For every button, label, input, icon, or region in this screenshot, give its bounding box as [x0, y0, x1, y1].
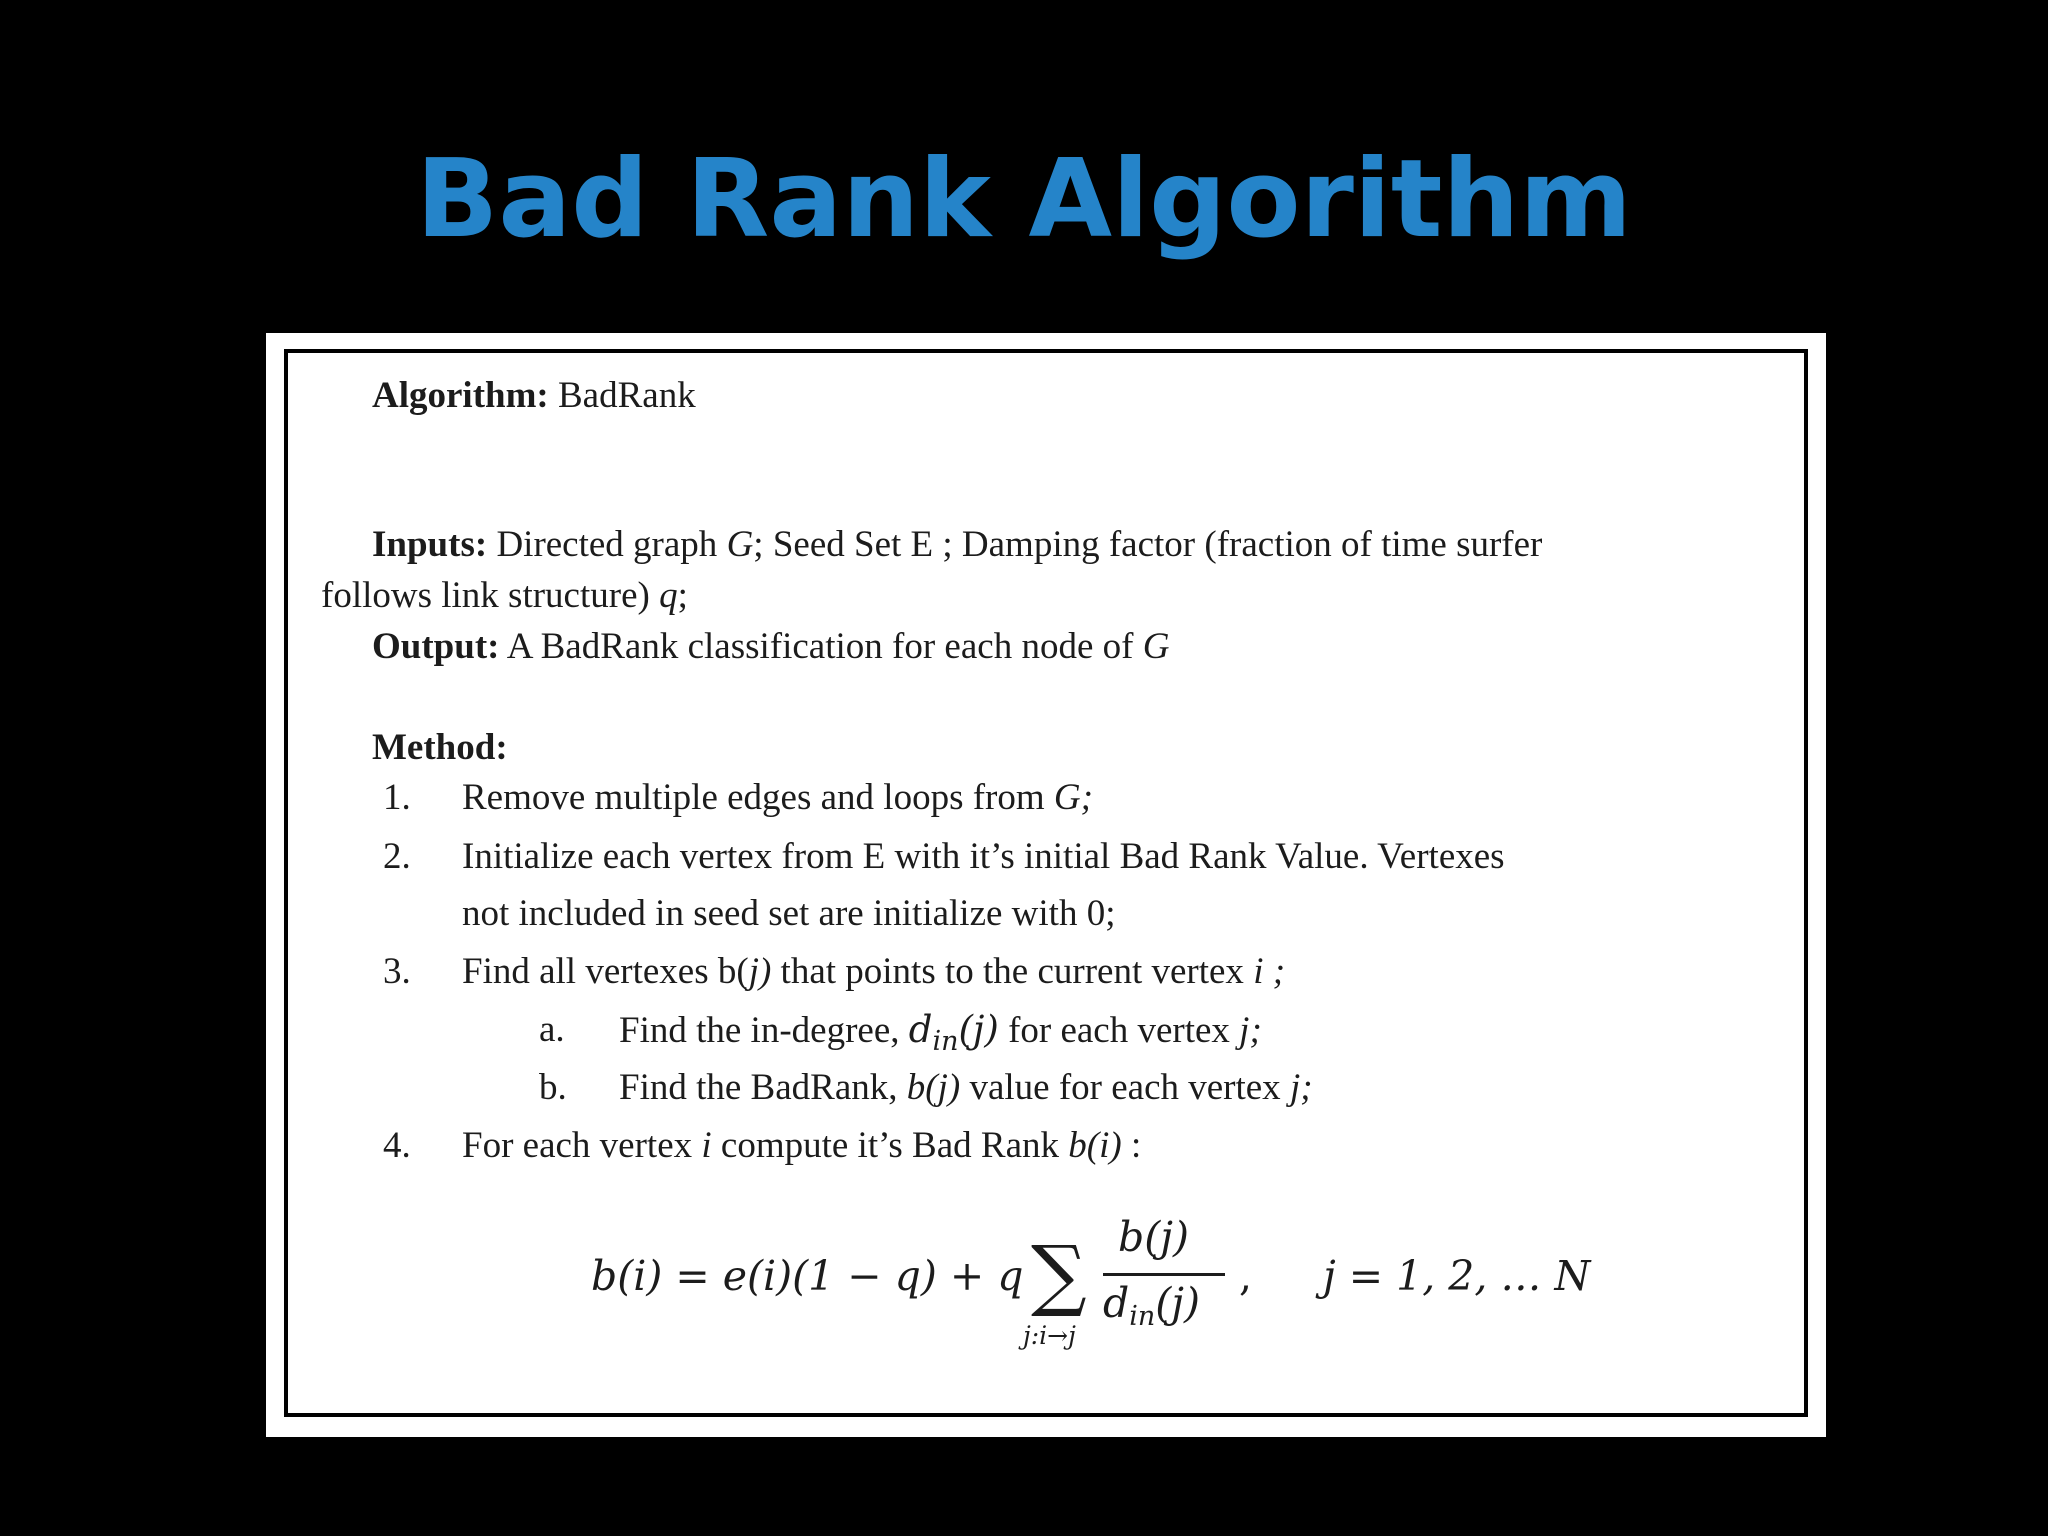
inputs-line-1: Inputs: Directed graph G; Seed Set E ; Damping factor (fraction of time surfer	[372, 524, 1543, 565]
sum-symbol: ∑	[1031, 1230, 1087, 1320]
inputs-label: Inputs:	[372, 524, 488, 565]
badrank-formula	[591, 1213, 1591, 1353]
formula-comma: ,	[1239, 1252, 1253, 1300]
step-3b-text: Find the BadRank, b(j) value for each vertex j;	[619, 1067, 1313, 1108]
step-3a-text: Find the in-degree, $d_{in}(j)$ for each vertex j;	[619, 1008, 1262, 1057]
step-3b-letter: b.	[539, 1067, 567, 1108]
formula-range: j = 1, 2, … N	[1323, 1252, 1591, 1300]
fraction-denominator: $d_{in}(j)$	[1103, 1279, 1200, 1332]
output-line: Output: A BadRank classification for each node of G	[372, 626, 1170, 667]
output-label: Output:	[372, 626, 500, 667]
inputs-line-2: follows link structure) q;	[321, 575, 688, 616]
step-1-text: Remove multiple edges and loops from G;	[462, 777, 1093, 818]
step-4-text: For each vertex i compute it’s Bad Rank b(i) :	[462, 1125, 1142, 1166]
sum-subscript: j:i→j	[1023, 1321, 1076, 1350]
method-label: Method:	[372, 727, 508, 768]
step-2-line-2: not included in seed set are initialize with 0;	[462, 893, 1116, 934]
step-2-number: 2.	[383, 836, 411, 877]
algorithm-heading: Algorithm: BadRank	[372, 375, 696, 416]
step-3-text: Find all vertexes b(j) that points to the current vertex i ;	[462, 951, 1286, 992]
slide-title: Bad Rank Algorithm	[416, 137, 1632, 262]
algorithm-document	[266, 333, 1826, 1437]
step-3a-letter: a.	[539, 1009, 565, 1050]
algorithm-name: BadRank	[558, 375, 696, 416]
algorithm-panel	[266, 333, 1826, 1437]
step-2-line-1: Initialize each vertex from E with it’s initial Bad Rank Value. Vertexes	[462, 836, 1505, 877]
step-1-number: 1.	[383, 777, 411, 818]
fraction-numerator: b(j)	[1118, 1213, 1189, 1261]
formula-lhs: b(i) = e(i)(1 − q) + q	[591, 1252, 1024, 1300]
fraction-bar	[1103, 1273, 1225, 1276]
step-3-number: 3.	[383, 951, 411, 992]
step-4-number: 4.	[383, 1125, 411, 1166]
